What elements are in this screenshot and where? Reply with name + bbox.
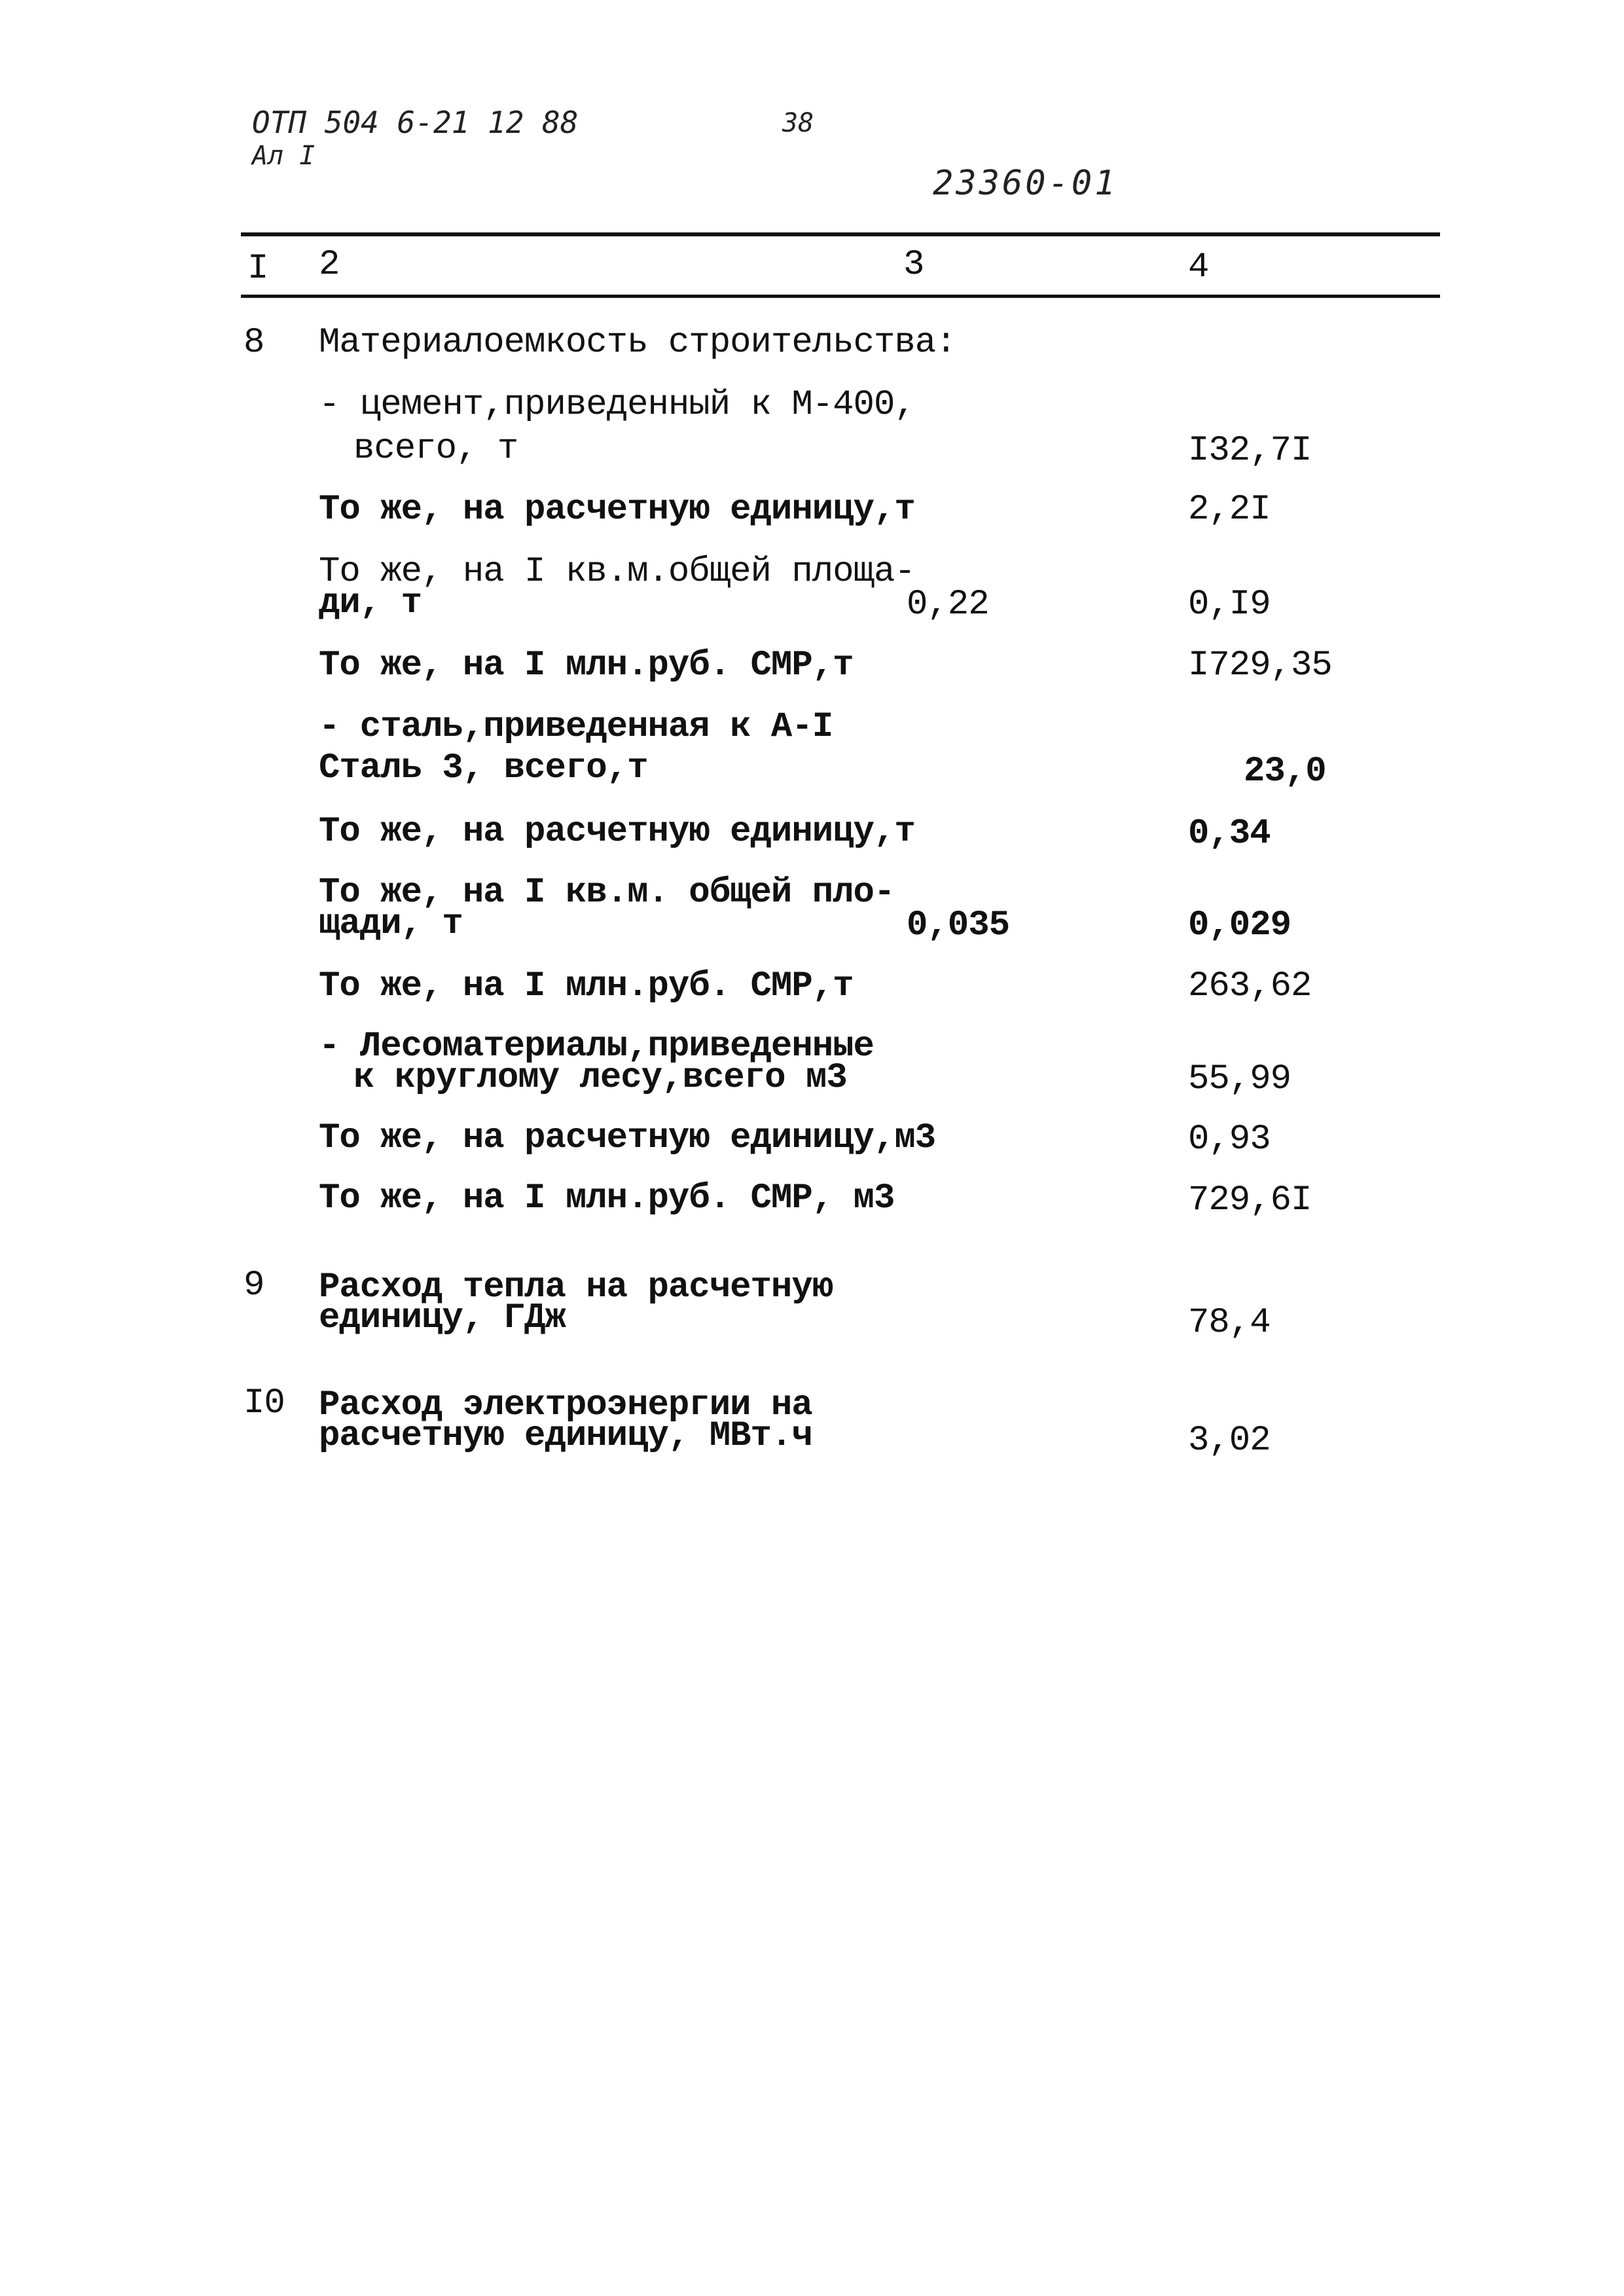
wood-label-line2: к круглому лесу,всего м3 bbox=[353, 1058, 847, 1098]
project-number: 23360-01 bbox=[933, 164, 1118, 203]
steel-per-area-label-line1: То же, на I кв.м. общей пло- bbox=[319, 873, 895, 913]
cement-per-area-label-line1: То же, на I кв.м.общей площа- bbox=[319, 552, 915, 592]
wood-label-line1: - Лесоматериалы,приведенные bbox=[319, 1027, 874, 1066]
page-number: 38 bbox=[782, 108, 814, 138]
steel-label-line1: - сталь,приведенная к А-I bbox=[319, 707, 833, 747]
steel-per-area-col4: 0,029 bbox=[1188, 905, 1291, 945]
cement-label-line1: - цемент,приведенный к М-400, bbox=[319, 385, 915, 425]
steel-label-line2: Сталь 3, всего,т bbox=[319, 748, 648, 788]
section-9-label-line2: единицу, ГДж bbox=[319, 1298, 566, 1338]
cement-per-mln-label: То же, на I млн.руб. СМР,т bbox=[319, 646, 854, 685]
column-header-2: 2 bbox=[319, 245, 340, 285]
document-code: ОТП 504 6-21 12 88 bbox=[252, 105, 579, 140]
wood-per-unit-label: То же, на расчетную единицу,м3 bbox=[319, 1118, 936, 1158]
header-bottom-rule bbox=[241, 295, 1440, 298]
cement-label-line2: всего, т bbox=[353, 429, 518, 469]
steel-per-unit-label: То же, на расчетную единицу,т bbox=[319, 812, 915, 852]
cement-per-area-label-line2: ди, т bbox=[319, 583, 422, 623]
cement-per-mln-value: I729,35 bbox=[1188, 646, 1332, 685]
section-9-number: 9 bbox=[244, 1266, 264, 1305]
steel-per-unit-value: 0,34 bbox=[1188, 814, 1271, 854]
steel-total-value: 23,0 bbox=[1244, 752, 1326, 792]
section-10-number: I0 bbox=[244, 1383, 285, 1423]
wood-per-unit-value: 0,93 bbox=[1188, 1120, 1271, 1159]
wood-per-mln-label: То же, на I млн.руб. СМР, м3 bbox=[319, 1178, 895, 1218]
column-header-1: I bbox=[247, 249, 268, 289]
cement-per-area-col4: 0,I9 bbox=[1188, 585, 1271, 625]
section-10-value: 3,02 bbox=[1188, 1421, 1271, 1461]
column-header-3: 3 bbox=[903, 245, 924, 285]
steel-per-area-col3: 0,035 bbox=[907, 905, 1010, 945]
cement-per-unit-value: 2,2I bbox=[1188, 490, 1271, 530]
cement-per-unit-label: То же, на расчетную единицу,т bbox=[319, 490, 915, 530]
section-9-value: 78,4 bbox=[1188, 1303, 1271, 1343]
wood-total-value: 55,99 bbox=[1188, 1059, 1291, 1099]
wood-per-mln-value: 729,6I bbox=[1188, 1180, 1312, 1220]
steel-per-mln-value: 263,62 bbox=[1188, 966, 1312, 1006]
album-label: Ал I bbox=[252, 141, 316, 171]
column-header-4: 4 bbox=[1188, 247, 1209, 287]
section-10-label-line2: расчетную единицу, МВт.ч bbox=[319, 1416, 812, 1456]
steel-per-area-label-line2: щади, т bbox=[319, 904, 463, 944]
section-8-title: Материалоемкость строительства: bbox=[319, 323, 956, 363]
cement-total-value: I32,7I bbox=[1188, 431, 1312, 471]
cement-per-area-col3: 0,22 bbox=[907, 585, 989, 625]
top-rule bbox=[241, 232, 1440, 236]
section-8-number: 8 bbox=[244, 323, 264, 363]
steel-per-mln-label: То же, на I млн.руб. СМР,т bbox=[319, 966, 854, 1006]
section-9-label-line1: Расход тепла на расчетную bbox=[319, 1267, 833, 1307]
section-10-label-line1: Расход электроэнергии на bbox=[319, 1385, 812, 1425]
